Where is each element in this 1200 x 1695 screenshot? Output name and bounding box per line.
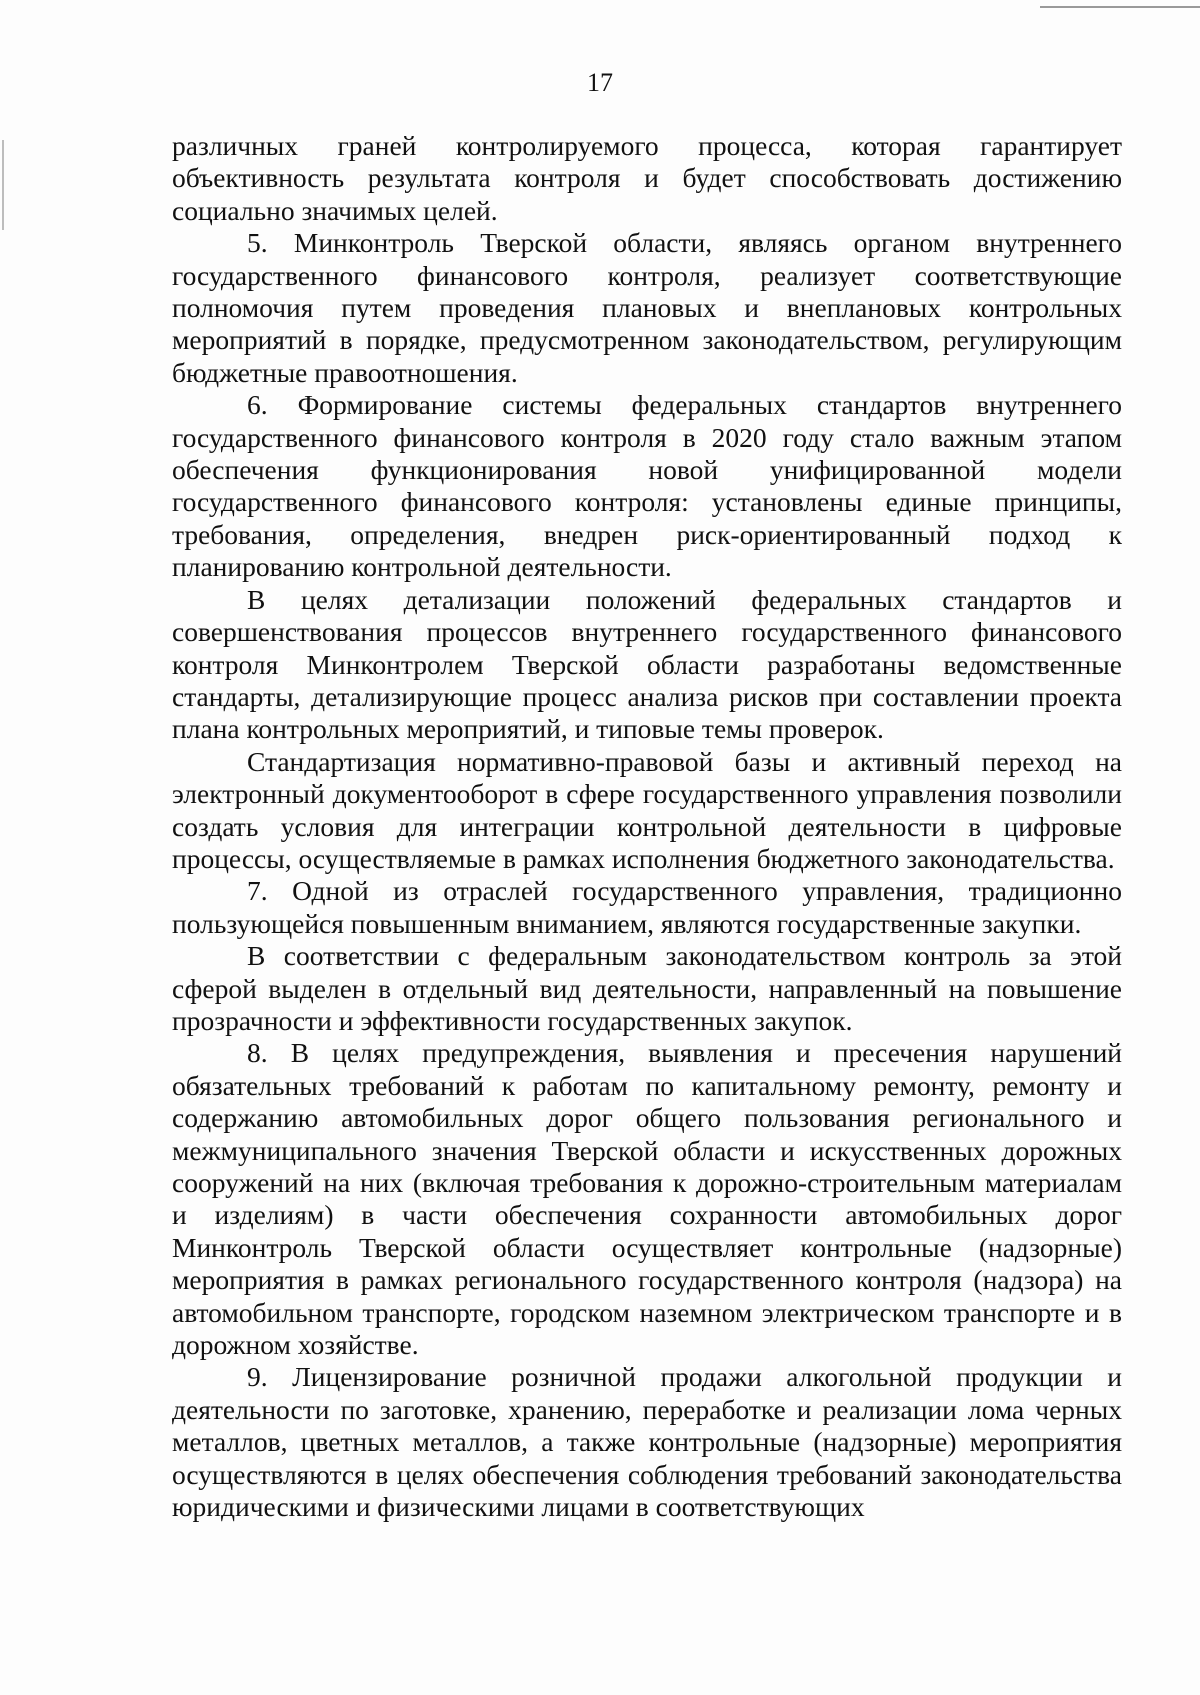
paragraph: 7. Одной из отраслей государственного управления, традиционно пользующейся повышенным вниманием, являются государственные закупки.	[172, 875, 1122, 939]
scan-edge-mark	[1040, 6, 1200, 8]
page-number: 17	[587, 68, 613, 97]
paragraph: 9. Лицензирование розничной продажи алкогольной продукции и деятельности по заготовке, хранению, переработке и реализации лома черных металлов, цветных металлов, а также контрольные (надзорные) мероприятия осуществляются в целях обеспечения соблюдения требований законодательства юридическими и физическими лицами в соответствующих	[172, 1361, 1122, 1523]
paragraph: Стандартизация нормативно-правовой базы и активный переход на электронный документооборот в сфере государственного управления позволили создать условия для интеграции контрольной деятельности в цифровые процессы, осуществляемые в рамках исполнения бюджетного законодательства.	[172, 745, 1122, 874]
paragraph: различных граней контролируемого процесса, которая гарантирует объективность результата контроля и будет способствовать достижению социально значимых целей.	[172, 130, 1122, 226]
paragraph: 6. Формирование системы федеральных стандартов внутреннего государственного финансового контроля в 2020 году стало важным этапом обеспечения функционирования новой унифицированной модели государственного финансового контроля: установлены единые принципы, требования, определения, внедрен риск-ориентированный подход к планированию контрольной деятельности.	[172, 389, 1122, 583]
paragraph: 5. Минконтроль Тверской области, являясь органом внутреннего государственного финансового контроля, реализует соответствующие полномочия путем проведения плановых и внеплановых контрольных мероприятий в порядке, предусмотренном законодательством, регулирующим бюджетные правоотношения.	[172, 227, 1122, 388]
paragraph: В целях детализации положений федеральных стандартов и совершенствования процессов внутреннего государственного финансового контроля Минконтролем Тверской области разработаны ведомственные стандарты, детализирующие процесс анализа рисков при составлении проекта плана контрольных мероприятий, и типовые темы проверок.	[172, 583, 1122, 745]
scan-edge-mark	[2, 140, 4, 230]
paragraph: В соответствии с федеральным законодательством контроль за этой сферой выделен в отдельный вид деятельности, направленный на повышение прозрачности и эффективности государственных закупок.	[172, 940, 1122, 1036]
paragraph: 8. В целях предупреждения, выявления и пресечения нарушений обязательных требований к работам по капитальному ремонту, ремонту и содержанию автомобильных дорог общего пользования регионального и межмуниципального значения Тверской области и искусственных дорожных сооружений на них (включая требования к дорожно-строительным материалам и изделиям) в части обеспечения сохранности автомобильных дорог Минконтроль Тверской области осуществляет контрольные (надзорные) мероприятия в рамках регионального государственного контроля (надзора) на автомобильном транспорте, городском наземном электрическом транспорте и в дорожном хозяйстве.	[172, 1037, 1122, 1361]
document-body	[172, 130, 1122, 1523]
